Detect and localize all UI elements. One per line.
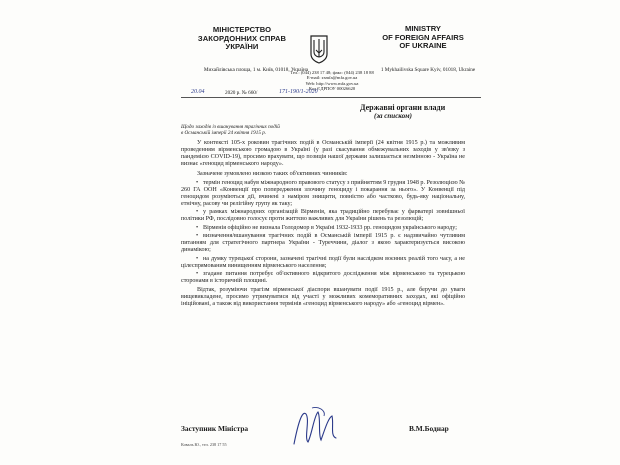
reference-number: 171-190/1-2020 — [279, 89, 318, 95]
list-item: • у рамках міжнародних організацій Вірменія, яка традиційно перебуває у фарватері зовнішньої політики РФ, послідовно голосує проти життєво важливих для України рішень та резолюцій; — [181, 209, 465, 223]
addressee — [360, 103, 460, 120]
paragraph-request: Відтак, розуміючи трагізм вірменської діаспори вшанувати події 1915 р., але беручи до уваги вищевикладене, просимо утримуватися від участі у можливих комеморативних заходах, які офіційно ініційовані, а також від використання термінів «геноцид вірменського народу» або «геноцид вірмен». — [181, 287, 465, 308]
list-item: • на думку турецької сторони, зазначені трагічні події були наслідком воєнних реалій того часу, а не цілеспрямованим винищенням вірменського населення; — [181, 256, 465, 270]
reference-label: 2020 р. № 660/ — [225, 90, 258, 96]
signatory-name: В.М.Боднар — [409, 424, 449, 433]
handwritten-signature — [288, 404, 343, 450]
trident-icon — [309, 34, 329, 64]
address-ua: Михайлівська площа, 1 м. Київ, 01018, Україна — [203, 67, 309, 73]
ministry-name-ua: МІНІСТЕРСТВО ЗАКОРДОННИХ СПРАВ УКРАЇНИ — [197, 25, 287, 52]
reference-line — [181, 89, 481, 98]
list-item: • визначення/вшанування трагічних подій в Османській імперії 1915 р. є надзвичайно чутливим питанням для стратегічного партнера України - Туреччини, діалог з якою характеризується високою динамікою; — [181, 233, 465, 254]
executor-note: Коваль Ю., тел. 238 17 55 — [181, 442, 227, 447]
address-en: 1 Mykhailivska Square Kyiv, 01018, Ukraine — [380, 67, 476, 73]
list-item: • Вірменія офіційно не визнала Голодомор в Україні 1932-1933 рр. геноцидом українського народу; — [181, 225, 465, 232]
addressee-title: Державні органи влади — [360, 103, 446, 112]
list-item: • термін геноцид набув міжнародного правового статусу з прийняттям 9 грудня 1948 р. Резолюцією № 260 ГА ООН «Конвенції про попередження злочину геноциду і покарання за нього». У Конвенції під геноцидом розуміються дії, вчинені з наміром знищити, повністю або частково, будь-яку національну, етнічну, расову чи релігійну групу як таку; — [181, 180, 465, 208]
factors-list — [181, 180, 465, 286]
subject: Щодо заходів із вшанування трагічних подій в Османській імперії 24 квітня 1915 р. — [181, 124, 280, 136]
ministry-name-en: MINISTRY OF FOREIGN AFFAIRS OF UKRAINE — [382, 24, 464, 51]
paragraph-factors-intro: Зазначене зумовлено низкою таких об'єктивних чинників: — [197, 171, 348, 178]
reference-rule — [181, 97, 481, 98]
signatory-title: Заступник Міністра — [181, 424, 249, 433]
list-item: • згадане питання потребує об'єктивного відкритого дослідження між вірменською та турецькою сторонами в історичній площині. — [181, 271, 465, 285]
paragraph-context: У контексті 105-х роковин трагічних подій в Османській імперії (24 квітня 1915 р.) та можливим проведенням вірменською громадою в Україні (у разі скасування обмежувальних заходів у зв'язку з пандемією COVID-19), просимо врахувати, що позиція нашої держави залишається незмінною - Україна не визнає «геноцид вірменського народу». — [181, 140, 465, 168]
letter-body — [181, 140, 465, 311]
contacts: Тел.: (044) 238 17 48; факс: (044) 238 18 88 E-mail: zsmfa@mfa.gov.ua Web: http://www.mfa.gov.ua Код ЄДРПОУ 00026620 — [290, 70, 374, 92]
addressee-note: (за списком) — [374, 112, 412, 120]
reference-date: 20.04 — [191, 89, 205, 95]
